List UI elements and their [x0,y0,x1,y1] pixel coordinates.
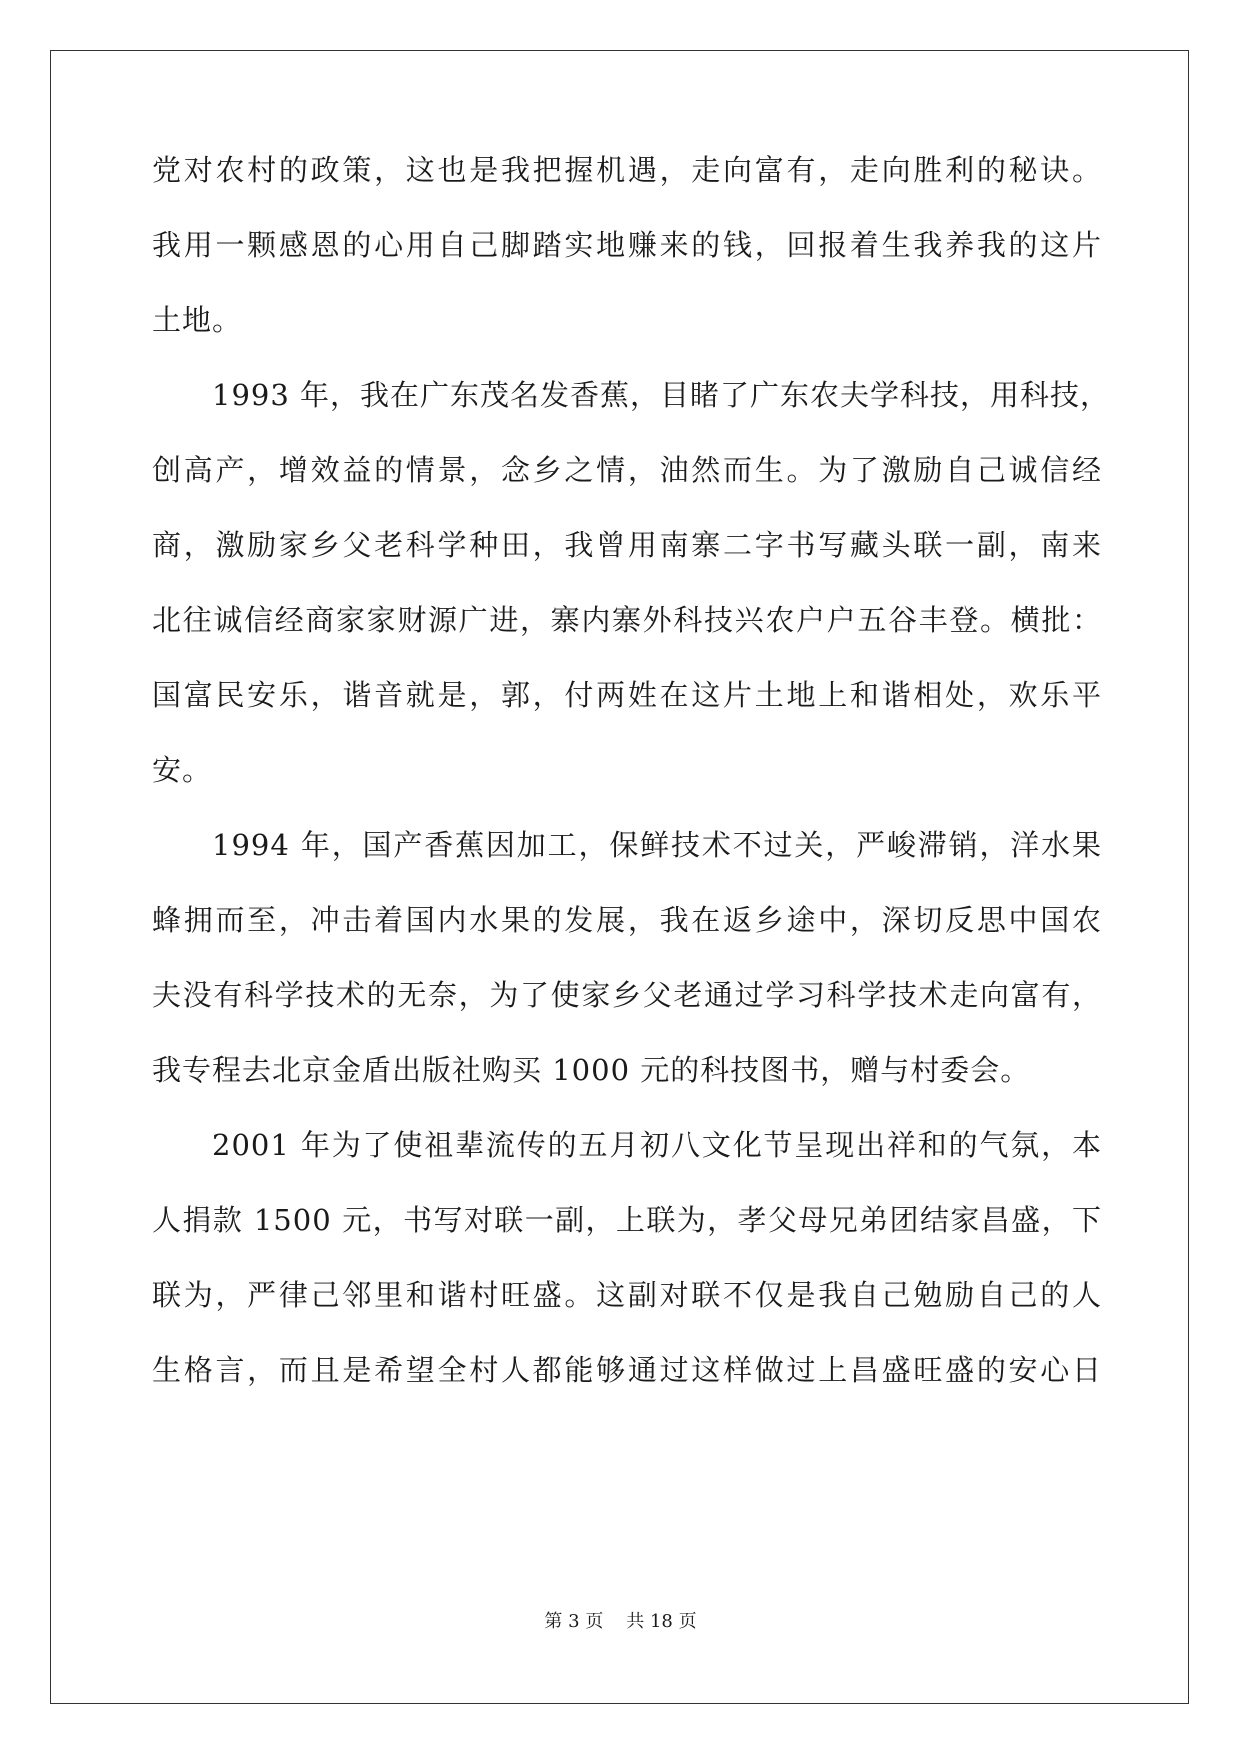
text-line: 土地。 [152,303,243,337]
text-line: 蜂拥而至，冲击着国内水果的发展，我在返乡途中，深切反思中国农 [152,903,1102,937]
paragraph-first-line: 1994 年，国产香蕉因加工，保鲜技术不过关，严峻滞销，洋水果 [212,828,1102,862]
paragraph-first-line: 2001 年为了使祖辈流传的五月初八文化节呈现出祥和的气氛，本 [212,1128,1102,1162]
text-line: 国富民安乐，谐音就是，郭，付两姓在这片土地上和谐相处，欢乐平 [152,678,1102,712]
text-line: 我专程去北京金盾出版社购买 1000 元的科技图书，赠与村委会。 [152,1053,1031,1087]
page-number: 第 3 页 [544,1611,604,1632]
page-border [50,50,1189,1704]
text-line: 北往诚信经商家家财源广进，寨内寨外科技兴农户户五谷丰登。横批： [152,603,1102,637]
text-line: 党对农村的政策，这也是我把握机遇，走向富有，走向胜利的秘诀。 [152,153,1102,187]
text-line: 联为，严律己邻里和谐村旺盛。这副对联不仅是我自己勉励自己的人 [152,1278,1102,1312]
text-line: 夫没有科学技术的无奈，为了使家乡父老通过学习科学技术走向富有， [152,978,1102,1012]
text-line: 安。 [152,753,213,787]
page-total: 共 18 页 [626,1611,697,1632]
page-footer [0,1610,1241,1634]
text-line: 生格言，而且是希望全村人都能够通过这样做过上昌盛旺盛的安心日 [152,1353,1102,1387]
text-line: 创高产，增效益的情景，念乡之情，油然而生。为了激励自己诚信经 [152,453,1102,487]
text-line: 人捐款 1500 元，书写对联一副，上联为，孝父母兄弟团结家昌盛，下 [152,1203,1102,1237]
text-line: 我用一颗感恩的心用自己脚踏实地赚来的钱，回报着生我养我的这片 [152,228,1102,262]
text-line: 商，激励家乡父老科学种田，我曾用南寨二字书写藏头联一副，南来 [152,528,1102,562]
paragraph-first-line: 1993 年，我在广东茂名发香蕉，目睹了广东农夫学科技，用科技， [212,378,1111,412]
